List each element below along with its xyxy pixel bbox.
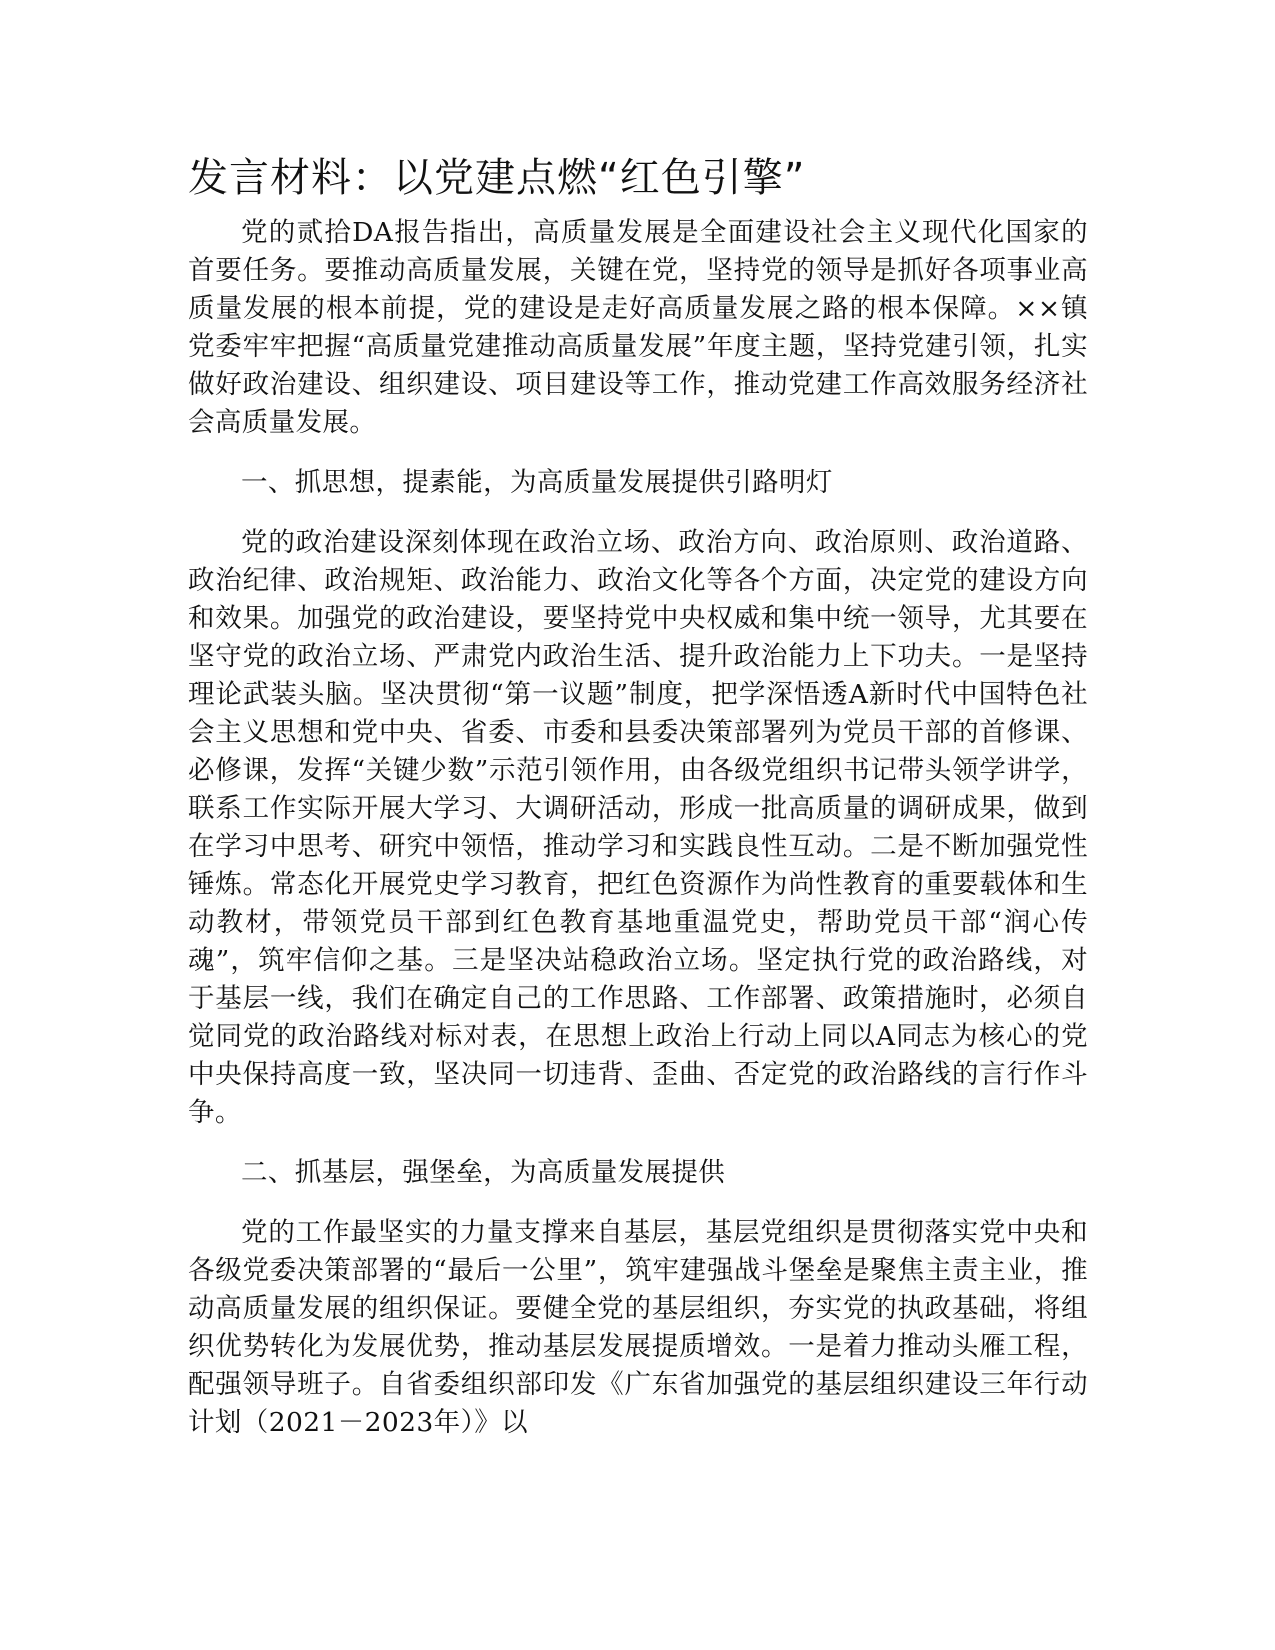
document-page	[188, 150, 1088, 1442]
intro-paragraph: 党的贰拾DA报告指出，高质量发展是全面建设社会主义现代化国家的首要任务。要推动高质量发展，关键在党，坚持党的领导是抓好各项事业高质量发展的根本前提，党的建设是走好高质量发展之路的根本保障。××镇党委牢牢把握“高质量党建推动高质量发展”年度主题，坚持党建引领，扎实做好政治建设、组织建设、项目建设等工作，推动党建工作高效服务经济社会高质量发展。	[188, 217, 1088, 438]
section-2-paragraph: 党的工作最坚实的力量支撑来自基层，基层党组织是贯彻落实党中央和各级党委决策部署的“最后一公里”，筑牢建强战斗堡垒是聚焦主责主业，推动高质量发展的组织保证。要健全党的基层组织，夯实党的执政基础，将组织优势转化为发展优势，推动基层发展提质增效。一是着力推动头雁工程，配强领导班子。自省委组织部印发《广东省加强党的基层组织建设三年行动计划（2021－2023年）》以	[188, 1217, 1088, 1438]
section-1-paragraph: 党的政治建设深刻体现在政治立场、政治方向、政治原则、政治道路、政治纪律、政治规矩、政治能力、政治文化等各个方面，决定党的建设方向和效果。加强党的政治建设，要坚持党中央权威和集中统一领导，尤其要在坚守党的政治立场、严肃党内政治生活、提升政治能力上下功夫。一是坚持理论武装头脑。坚决贯彻“第一议题”制度，把学深悟透A新时代中国特色社会主义思想和党中央、省委、市委和县委决策部署列为党员干部的首修课、必修课，发挥“关键少数”示范引领作用，由各级党组织书记带头领学讲学，联系工作实际开展大学习、大调研活动，形成一批高质量的调研成果，做到在学习中思考、研究中领悟，推动学习和实践良性互动。二是不断加强党性锤炼。常态化开展党史学习教育，把红色资源作为尚性教育的重要载体和生动教材，带领党员干部到红色教育基地重温党史，帮助党员干部“润心传魂”，筑牢信仰之基。三是坚决站稳政治立场。坚定执行党的政治路线，对于基层一线，我们在确定自己的工作思路、工作部署、政策措施时，必须自觉同党的政治路线对标对表，在思想上政治上行动上同以A同志为核心的党中央保持高度一致，坚决同一切违背、歪曲、否定党的政治路线的言行作斗争。	[188, 527, 1088, 1128]
section-2-heading: 二、抓基层，强堡垒，为高质量发展提供	[241, 1157, 726, 1188]
document-title: 发言材料：以党建点燃“红色引擎”	[188, 155, 806, 201]
section-1-heading: 一、抓思想，提素能，为高质量发展提供引路明灯	[241, 467, 833, 498]
